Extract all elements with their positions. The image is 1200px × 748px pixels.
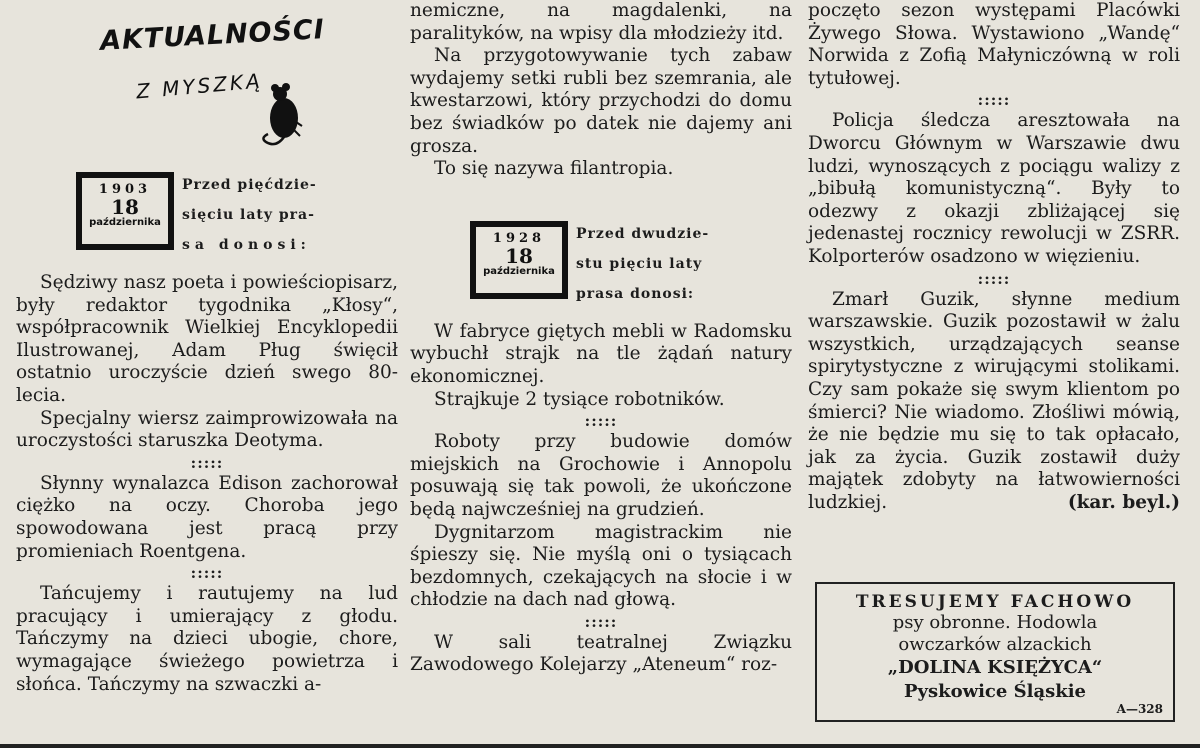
paragraph [808,289,1180,515]
ad-headline: TRESUJEMY FACHOWO [855,592,1135,612]
date-month: października [89,217,161,228]
logo-title: AKTUALNOŚCI [99,14,326,57]
date-year: 1903 [98,182,152,197]
lead-line: prasa donosi: [576,285,695,302]
date-year: 1928 [492,230,546,246]
lead-line: Przed dwudzie- [576,225,710,242]
paragraph: Roboty przy budowie domów miejskich na Grochowie i Annopolu posuwają się tak powoli, że ukończone będą najwcześniej na grudzień. [410,431,792,520]
separator: ::::: [190,564,224,583]
paragraph: Tańcujemy i rautujemy na lud pracujący i umierający z głodu. Tańczymy na dzieci ubogie, chore, wymagające świeżego powietrza i słońca. Tańczymy na szwaczki a- [16,583,398,695]
ad-code: A—328 [1116,702,1163,716]
paragraph: W sali teatralnej Związku Zawodowego Kolejarzy „Ateneum“ roz- [410,631,792,676]
paragraph: Na przygotowywanie tych zabaw wydajemy setki rubli bez szemrania, ale kwestarzowi, który przychodzi do domu bez świadków po datek nie dajemy ani grosza. [410,45,792,157]
date-day: 18 [111,195,139,219]
mouse-icon [256,82,316,152]
date-month: października [483,265,555,277]
date-box [76,172,174,250]
ad-line: psy obronne. Hodowla [892,612,1098,633]
column-3 [808,0,1180,514]
paragraph-text: Zmarł Guzik, słynne medium warszawskie. Guzik pozostawił w żalu wszystkich, urządzających seanse spirytystyczne z wirującymi stolikami. Czy sam pokaże się swym klientom po śmierci? Nie wiadomo. Złośliwi mówią, że nie będzie mu się to tak opłacało, jak za życia. Guzik zostawił duży majątek zdobyty na łatwowierności ludzkiej. [808,288,1180,513]
paragraph: Dygnitarzom magistrackim nie śpieszy się. Nie myślą oni o tysiącach bezdomnych, czekających na słocie i w chłodzie na dach nad głową. [410,521,792,611]
date-day: 18 [505,243,533,268]
column-1 [16,0,398,696]
separator: ::::: [584,412,618,431]
paragraph: Policja śledcza aresztowała na Dworcu Głównym w Warszawie dwu ludzi, wynoszących z pociągu walizy z „bibułą komunistyczną“. Były to odezwy z okazji zbliżającej się jedenastej rocznicy rewolucji w ZSRR. Kolporterów osadzono w więzieniu. [808,110,1180,267]
paragraph: poczęto sezon występami Placówki Żywego Słowa. Wystawiono „Wandę“ Norwida z Zofią Małyniczówną w roli tytułowej. [808,0,1180,89]
lead-line: Przed pięćdzie- [182,177,317,193]
dated-lead [576,219,709,309]
ad-location: Pyskowice Śląskie [903,681,1086,702]
paragraph: Strajkuje 2 tysiące robotników. [434,388,725,410]
paragraph: Specjalny wiersz zaimprowizowała na uroczystości staruszka Deotyma. [16,407,398,452]
date-box [470,221,568,299]
logo-subtitle: Z MYSZKĄ [135,68,264,104]
dated-lead [182,170,317,260]
separator: ::::: [977,91,1011,110]
ad-name: „DOLINA KSIĘŻYCA“ [887,657,1103,678]
lead-line: stu pięciu laty [576,255,703,272]
advertisement [815,582,1175,722]
paragraph: To się nazywa filantropia. [434,158,674,180]
section-logo [16,0,398,172]
paragraph: W fabryce giętych mebli w Radomsku wybuchł strajk na tle żądań natury ekonomicznej. [410,320,792,387]
dated-header-1928 [410,221,792,321]
paragraph: Sędziwy nasz poeta i powieściopisarz, były redaktor tygodnika „Kłosy“, współpracownik Wielkiej Encyklopedii Ilustrowanej, Adam Pług święcił ostatnio uroczyście dzień swego 80-lecia. [16,272,398,406]
separator: ::::: [977,269,1011,288]
ad-line: owczarków alzackich [898,634,1092,655]
separator: ::::: [584,612,618,631]
column-2 [410,0,792,677]
bottom-rule [0,744,1200,748]
dated-header-1903 [16,172,398,272]
paragraph: Słynny wynalazca Edison zachorował ciężko na oczy. Choroba jego spowodowana jest pracą przy promieniach Roentgena. [16,472,398,562]
separator: ::::: [190,453,224,472]
lead-line: sięciu laty pra- [182,207,315,223]
author-signature: (kar. beyl.) [1067,491,1180,513]
paragraph: nemiczne, na magdalenki, na paralityków, na wpisy dla młodzieży itd. [410,0,792,44]
lead-line: sa donosi: [182,237,311,253]
